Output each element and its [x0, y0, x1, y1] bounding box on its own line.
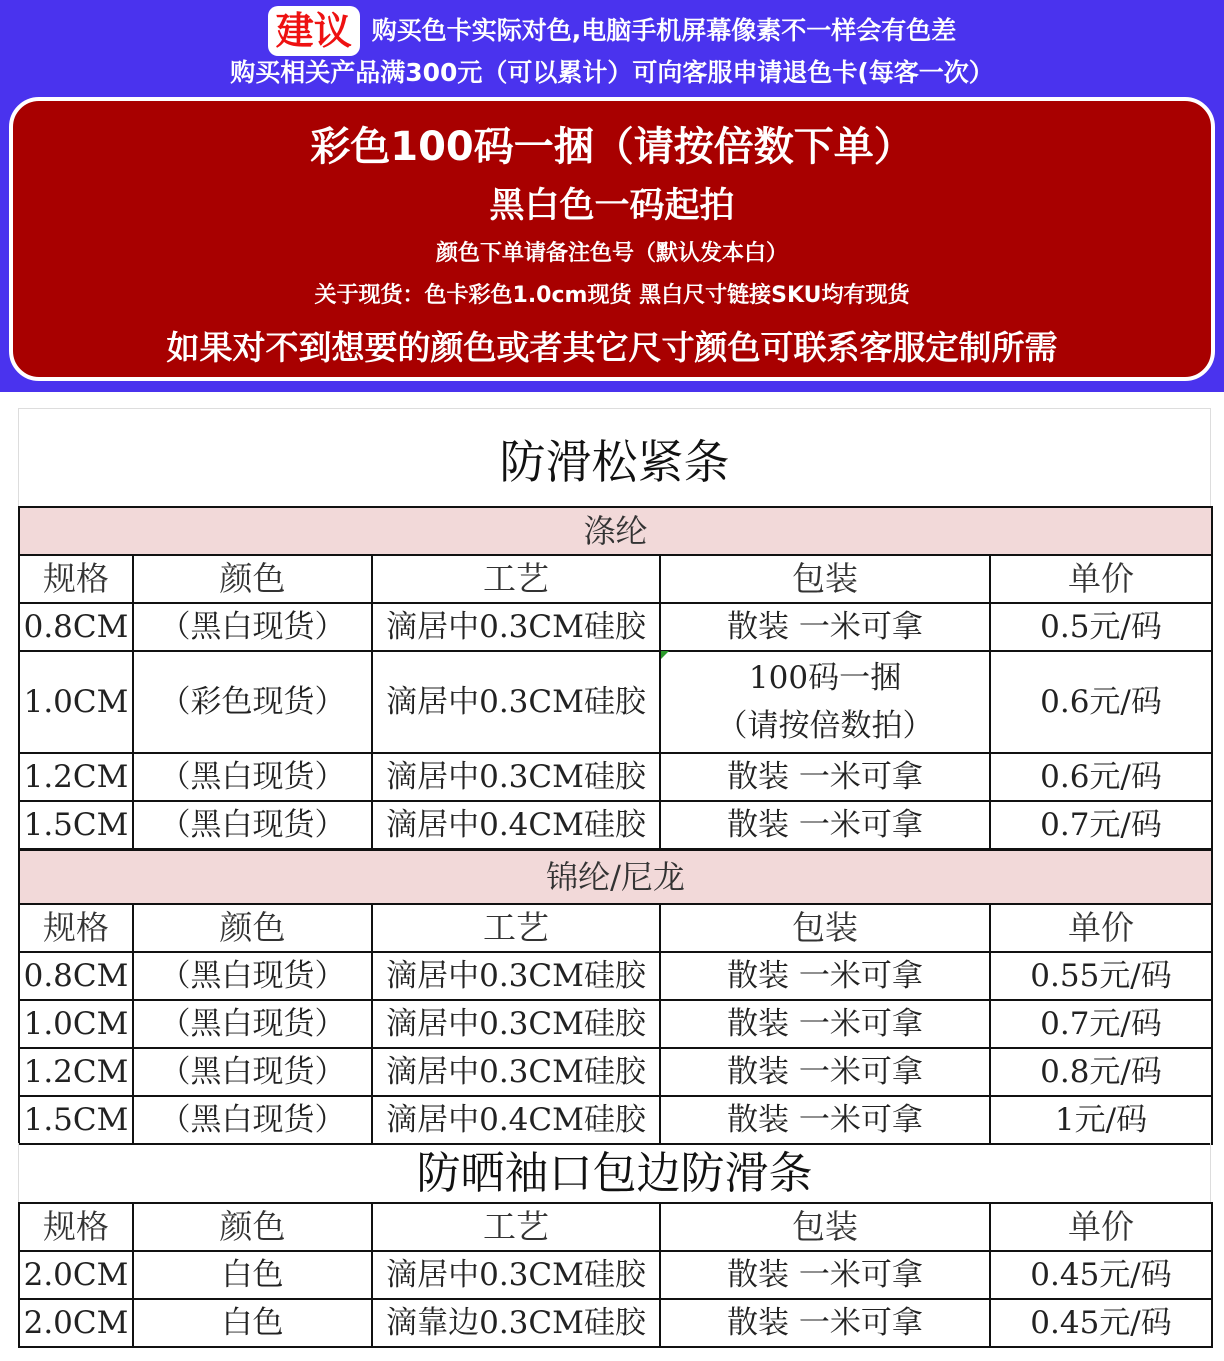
- table-row: [19, 1096, 1212, 1144]
- notice-line-refund-color-card: 购买相关产品满300元（可以累计）可向客服申请退色卡(每客一次）: [230, 58, 994, 87]
- cell-process: 滴靠边0.3CM硅胶: [372, 1299, 660, 1347]
- table-header-row: [19, 904, 1212, 952]
- cell-color: （彩色现货）: [133, 651, 372, 753]
- cell-unit-price: 0.45元/码: [990, 1299, 1212, 1347]
- header-color: 颜色: [133, 1203, 372, 1251]
- cell-spec: 1.0CM: [19, 651, 133, 753]
- header-unit-price: 单价: [990, 1203, 1212, 1251]
- cell-color: （黑白现货）: [133, 603, 372, 651]
- header-unit-price: 单价: [990, 555, 1212, 603]
- table-row: [19, 603, 1212, 651]
- table-row: [19, 801, 1212, 849]
- rule-color-note: 颜色下单请备注色号（默认发本白）: [435, 241, 788, 266]
- cell-process: 滴居中0.3CM硅胶: [372, 603, 660, 651]
- header-packaging: 包装: [660, 904, 990, 952]
- cell-unit-price: 0.7元/码: [990, 801, 1212, 849]
- section-header-row: [19, 850, 1212, 904]
- cell-color: （黑白现货）: [133, 1048, 372, 1096]
- table-row: [19, 651, 1212, 753]
- rule-colored-bundle: 彩色100码一捆（请按倍数下单）: [310, 124, 914, 170]
- cell-packaging: 散装 一米可拿: [660, 753, 990, 801]
- section-name-polyester: 涤纶: [19, 507, 1212, 555]
- cell-process: 滴居中0.3CM硅胶: [372, 651, 660, 753]
- cell-spec: 0.8CM: [19, 603, 133, 651]
- cell-spec: 1.2CM: [19, 753, 133, 801]
- cell-process: 滴居中0.4CM硅胶: [372, 801, 660, 849]
- cell-unit-price: 0.55元/码: [990, 952, 1212, 1000]
- notice-banner: [0, 0, 1224, 392]
- table-header-row: [19, 1203, 1212, 1251]
- cell-packaging: 散装 一米可拿: [660, 1000, 990, 1048]
- cell-spec: 1.0CM: [19, 1000, 133, 1048]
- cell-process: 滴居中0.3CM硅胶: [372, 1048, 660, 1096]
- rule-black-white-min: 黑白色一码起拍: [489, 186, 735, 226]
- header-unit-price: 单价: [990, 904, 1212, 952]
- price-table-polyester: [18, 506, 1213, 850]
- cell-packaging: 散装 一米可拿: [660, 1096, 990, 1144]
- cell-packaging: 散装 一米可拿: [660, 1048, 990, 1096]
- cell-spec: 2.0CM: [19, 1299, 133, 1347]
- table-row: [19, 1251, 1212, 1299]
- cell-packaging: 散装 一米可拿: [660, 603, 990, 651]
- cell-color: （黑白现货）: [133, 1000, 372, 1048]
- header-packaging: 包装: [660, 1203, 990, 1251]
- cell-unit-price: 1元/码: [990, 1096, 1212, 1144]
- price-table-cuff-binding: [18, 1202, 1213, 1348]
- table-row: [19, 1299, 1212, 1347]
- cell-packaging: 散装 一米可拿: [660, 801, 990, 849]
- sheet-title-anti-slip-elastic: 防滑松紧条: [499, 435, 730, 489]
- cell-unit-price: 0.6元/码: [990, 651, 1212, 753]
- packaging-bundle-text: 100码一捆: [748, 660, 902, 696]
- cell-color: （黑白现货）: [133, 952, 372, 1000]
- cell-packaging: 散装 一米可拿: [660, 1299, 990, 1347]
- header-spec: 规格: [19, 555, 133, 603]
- cell-packaging: [660, 651, 990, 753]
- header-process: 工艺: [372, 555, 660, 603]
- table-row: [19, 753, 1212, 801]
- header-process: 工艺: [372, 904, 660, 952]
- cell-process: 滴居中0.3CM硅胶: [372, 1251, 660, 1299]
- notice-line-color-difference: [0, 4, 1224, 56]
- order-rules-panel: [9, 97, 1215, 381]
- header-packaging: 包装: [660, 555, 990, 603]
- header-process: 工艺: [372, 1203, 660, 1251]
- cell-process: 滴居中0.3CM硅胶: [372, 1000, 660, 1048]
- cell-spec: 0.8CM: [19, 952, 133, 1000]
- rule-stock-info: 关于现货：色卡彩色1.0cm现货 黑白尺寸链接SKU均有现货: [314, 283, 910, 308]
- price-table-nylon: [18, 849, 1213, 1145]
- suggest-badge: 建议: [268, 6, 360, 56]
- cell-process: 滴居中0.4CM硅胶: [372, 1096, 660, 1144]
- cell-packaging: 散装 一米可拿: [660, 952, 990, 1000]
- cell-unit-price: 0.45元/码: [990, 1251, 1212, 1299]
- cell-color: 白色: [133, 1251, 372, 1299]
- cell-process: 滴居中0.3CM硅胶: [372, 753, 660, 801]
- cell-color: （黑白现货）: [133, 753, 372, 801]
- header-spec: 规格: [19, 904, 133, 952]
- cell-process: 滴居中0.3CM硅胶: [372, 952, 660, 1000]
- cell-comment-marker: [661, 651, 669, 659]
- rule-custom-contact: 如果对不到想要的颜色或者其它尺寸颜色可联系客服定制所需: [166, 328, 1058, 367]
- cell-unit-price: 0.6元/码: [990, 753, 1212, 801]
- table-row: [19, 952, 1212, 1000]
- cell-packaging: 散装 一米可拿: [660, 1251, 990, 1299]
- section-name-nylon: 锦纶/尼龙: [19, 850, 1212, 904]
- packaging-multiple-note: （请按倍数拍）: [716, 708, 934, 744]
- cell-color: （黑白现货）: [133, 801, 372, 849]
- table-row: [19, 1000, 1212, 1048]
- header-color: 颜色: [133, 555, 372, 603]
- cell-unit-price: 0.8元/码: [990, 1048, 1212, 1096]
- cell-spec: 1.5CM: [19, 1096, 133, 1144]
- cell-color: 白色: [133, 1299, 372, 1347]
- cell-unit-price: 0.5元/码: [990, 603, 1212, 651]
- cell-spec: 2.0CM: [19, 1251, 133, 1299]
- notice-line1-text: 购买色卡实际对色,电脑手机屏幕像素不一样会有色差: [371, 16, 957, 45]
- cell-spec: 1.2CM: [19, 1048, 133, 1096]
- cell-unit-price: 0.7元/码: [990, 1000, 1212, 1048]
- section-header-row: [19, 507, 1212, 555]
- header-spec: 规格: [19, 1203, 133, 1251]
- table-header-row: [19, 555, 1212, 603]
- sheet-title-sun-cuff-binding: 防晒袖口包边防滑条: [18, 1143, 1211, 1202]
- table-row: [19, 1048, 1212, 1096]
- header-color: 颜色: [133, 904, 372, 952]
- cell-color: （黑白现货）: [133, 1096, 372, 1144]
- cell-spec: 1.5CM: [19, 801, 133, 849]
